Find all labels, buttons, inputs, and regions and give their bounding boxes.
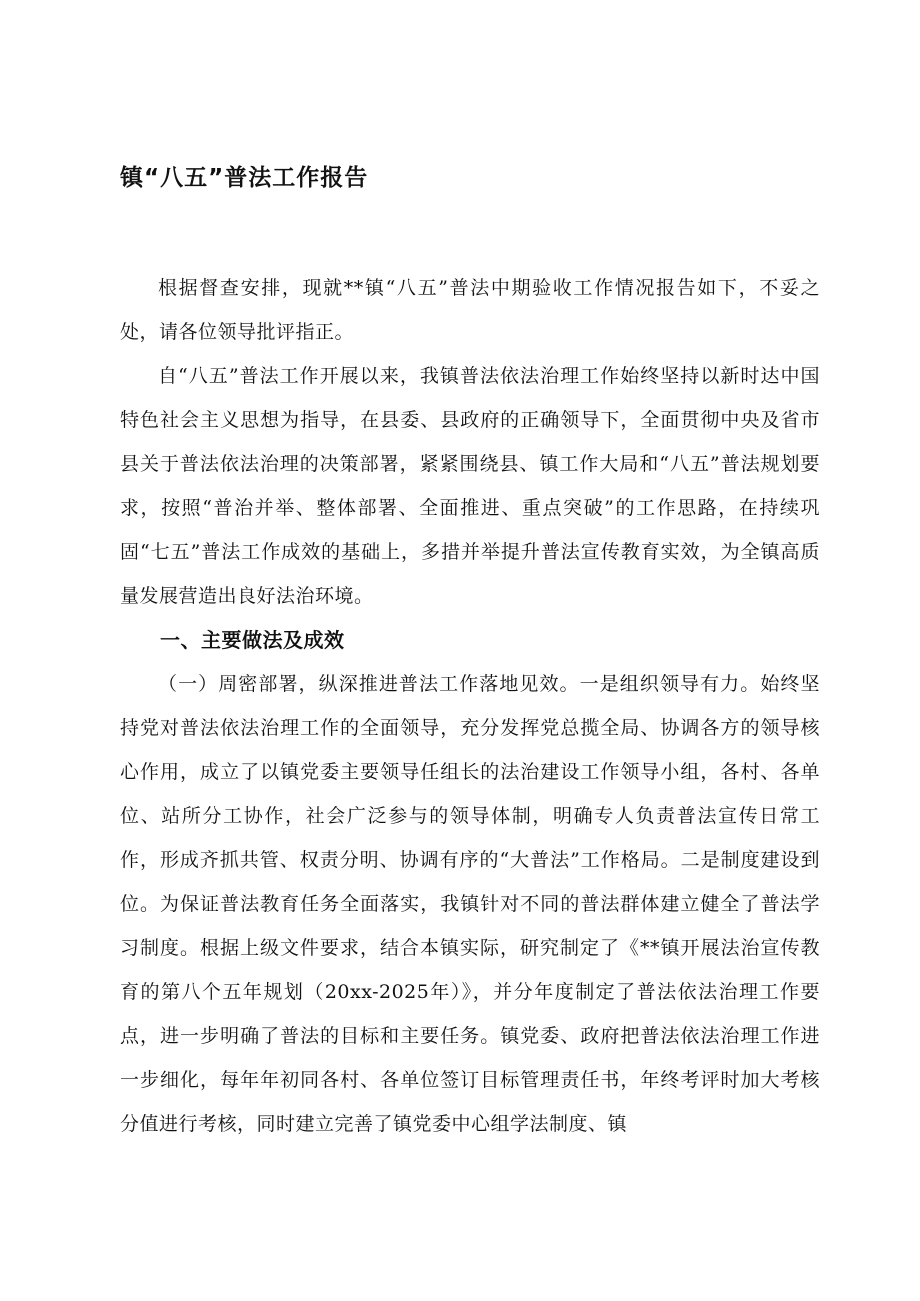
document-body (120, 266, 820, 1146)
intro-paragraph: 根据督查安排，现就**镇“八五”普法中期验收工作情况报告如下，不妥之处，请各位领导批评指正。 (120, 277, 820, 343)
section-paragraph: （一）周密部署，纵深推进普法工作落地见效。一是组织领导有力。始终坚持党对普法依法治理工作的全面领导，充分发挥党总揽全局、协调各方的领导核心作用，成立了以镇党委主要领导任组长的法治建设工作领导小组，各村、各单位、站所分工协作，社会广泛参与的领导体制，明确专人负责普法宣传日常工作，形成齐抓共管、权责分明、协调有序的“大普法”工作格局。二是制度建设到位。为保证普法教育任务全面落实，我镇针对不同的普法群体建立健全了普法学习制度。根据上级文件要求，结合本镇实际，研究制定了《**镇开展法治宣传教育的第八个五年规划（20xx-2025年）》，并分年度制定了普法依法治理工作要点，进一步明确了普法的目标和主要任务。镇党委、政府把普法依法治理工作进一步细化，每年年初同各村、各单位签订目标管理责任书，年终考评时加大考核分值进行考核，同时建立完善了镇党委中心组学法制度、镇 (120, 673, 820, 1135)
document-title: 镇“八五”普法工作报告 (120, 165, 369, 191)
section-heading: 一、主要做法及成效 (160, 628, 345, 652)
overview-paragraph: 自“八五”普法工作开展以来，我镇普法依法治理工作始终坚持以新时达中国特色社会主义思想为指导，在县委、县政府的正确领导下，全面贯彻中央及省市县关于普法依法治理的决策部署，紧紧围绕县、镇工作大局和“八五”普法规划要求，按照“普治并举、整体部署、全面推进、重点突破”的工作思路，在持续巩固“七五”普法工作成效的基础上，多措并举提升普法宣传教育实效，为全镇高质量发展营造出良好法治环境。 (120, 365, 820, 607)
